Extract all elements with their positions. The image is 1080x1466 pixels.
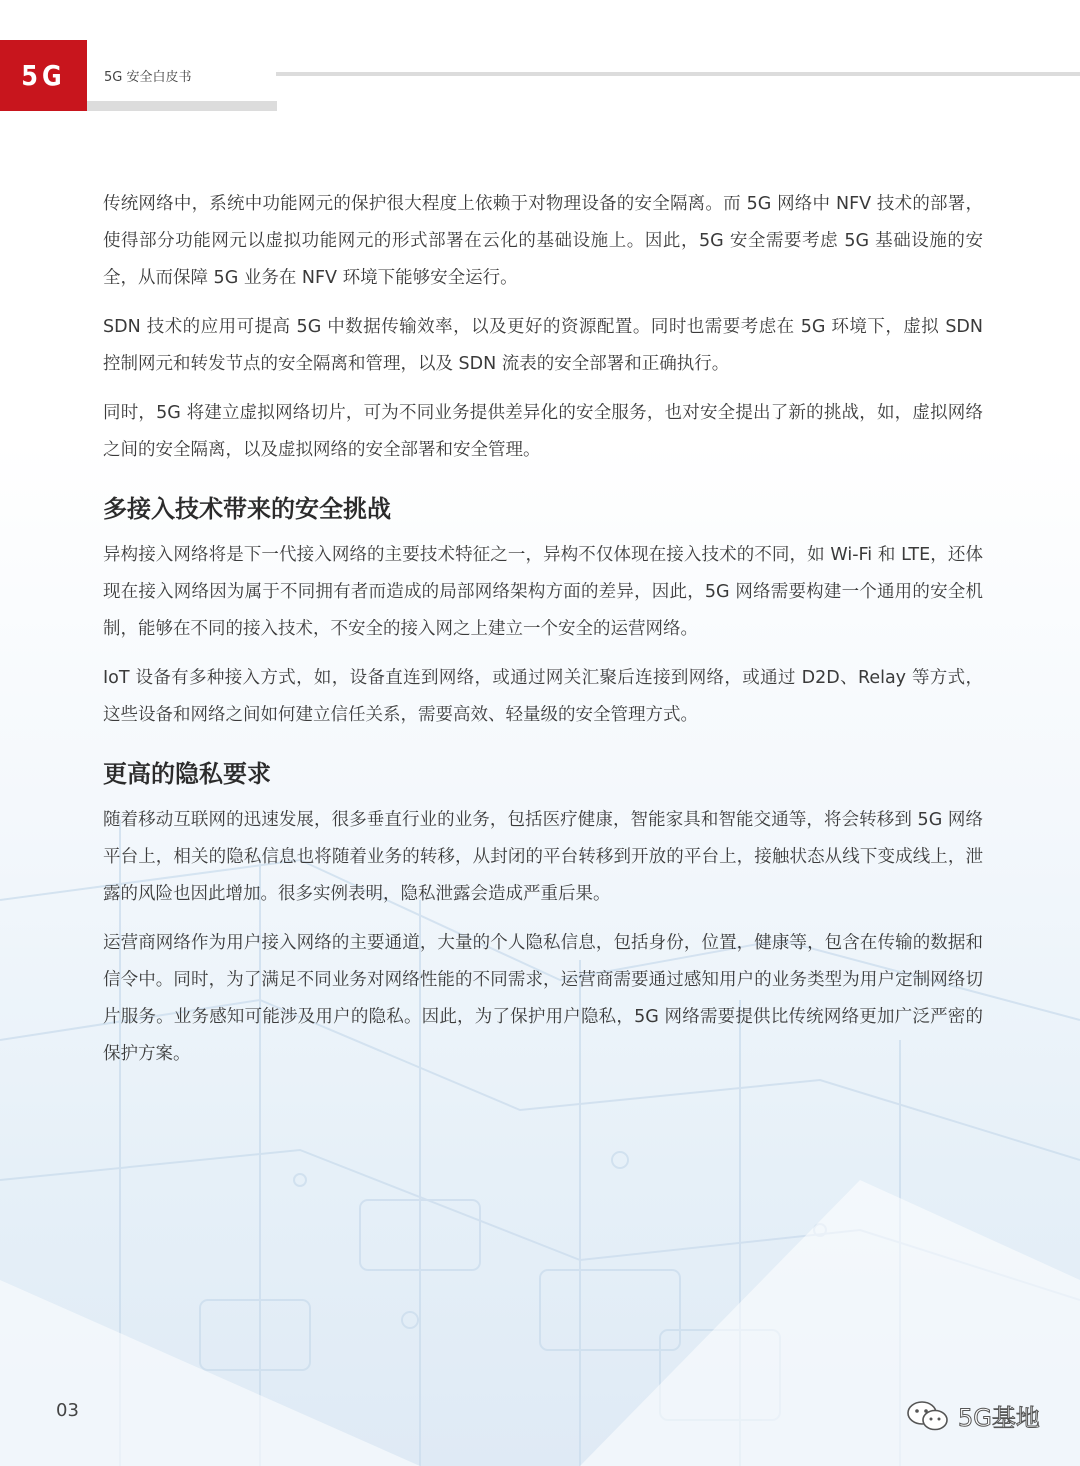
header-title: 5G 安全白皮书: [104, 70, 192, 85]
header-rule: [276, 72, 1080, 76]
wechat-icon: [906, 1399, 950, 1433]
header-rule-accent: [87, 101, 277, 111]
paragraph: 随着移动互联网的迅速发展，很多垂直行业的业务，包括医疗健康，智能家具和智能交通等，将会转移到 5G 网络平台上，相关的隐私信息也将随着业务的转移，从封闭的平台转移到开放的平台上，接触状态从线下变成线上，泄露的风险也因此增加。很多实例表明，隐私泄露会造成严重后果。: [103, 810, 983, 904]
paragraph: 同时，5G 将建立虚拟网络切片，可为不同业务提供差异化的安全服务，也对安全提出了新的挑战，如，虚拟网络之间的安全隔离，以及虚拟网络的安全部署和安全管理。: [103, 403, 983, 460]
paragraph: 异构接入网络将是下一代接入网络的主要技术特征之一，异构不仅体现在接入技术的不同，如 Wi-Fi 和 LTE，还体现在接入网络因为属于不同拥有者而造成的局部网络架构方面的差异，因此，5G 网络需要构建一个通用的安全机制，能够在不同的接入技术，不安全的接入网之上建立一个安全的运营网络。: [103, 545, 983, 639]
paragraph: SDN 技术的应用可提高 5G 中数据传输效率，以及更好的资源配置。同时也需要考虑在 5G 环境下，虚拟 SDN 控制网元和转发节点的安全隔离和管理，以及 SDN 流表的安全部署和正确执行。: [103, 317, 983, 374]
main-content: [103, 186, 983, 1085]
section-heading: 更高的隐私要求: [103, 760, 271, 788]
paragraph: 传统网络中，系统中功能网元的保护很大程度上依赖于对物理设备的安全隔离。而 5G 网络中 NFV 技术的部署，使得部分功能网元以虚拟功能网元的形式部署在云化的基础设施上。因此，5G 安全需要考虑 5G 基础设施的安全，从而保障 5G 业务在 NFV 环境下能够安全运行。: [103, 194, 983, 288]
watermark: [906, 1398, 1040, 1433]
header-logo: 5G: [21, 59, 66, 92]
header-logo-block: [0, 40, 87, 111]
watermark-text: 5G基地: [958, 1404, 1040, 1432]
paragraph: IoT 设备有多种接入方式，如，设备直连到网络，或通过网关汇聚后连接到网络，或通过 D2D、Relay 等方式，这些设备和网络之间如何建立信任关系，需要高效、轻量级的安全管理方式。: [103, 668, 983, 725]
paragraph: 运营商网络作为用户接入网络的主要通道，大量的个人隐私信息，包括身份，位置，健康等，包含在传输的数据和信令中。同时，为了满足不同业务对网络性能的不同需求，运营商需要通过感知用户的业务类型为用户定制网络切片服务。业务感知可能涉及用户的隐私。因此，为了保护用户隐私，5G 网络需要提供比传统网络更加广泛严密的保护方案。: [103, 933, 983, 1064]
section-heading: 多接入技术带来的安全挑战: [103, 495, 391, 523]
page-number: 03: [56, 1400, 79, 1421]
